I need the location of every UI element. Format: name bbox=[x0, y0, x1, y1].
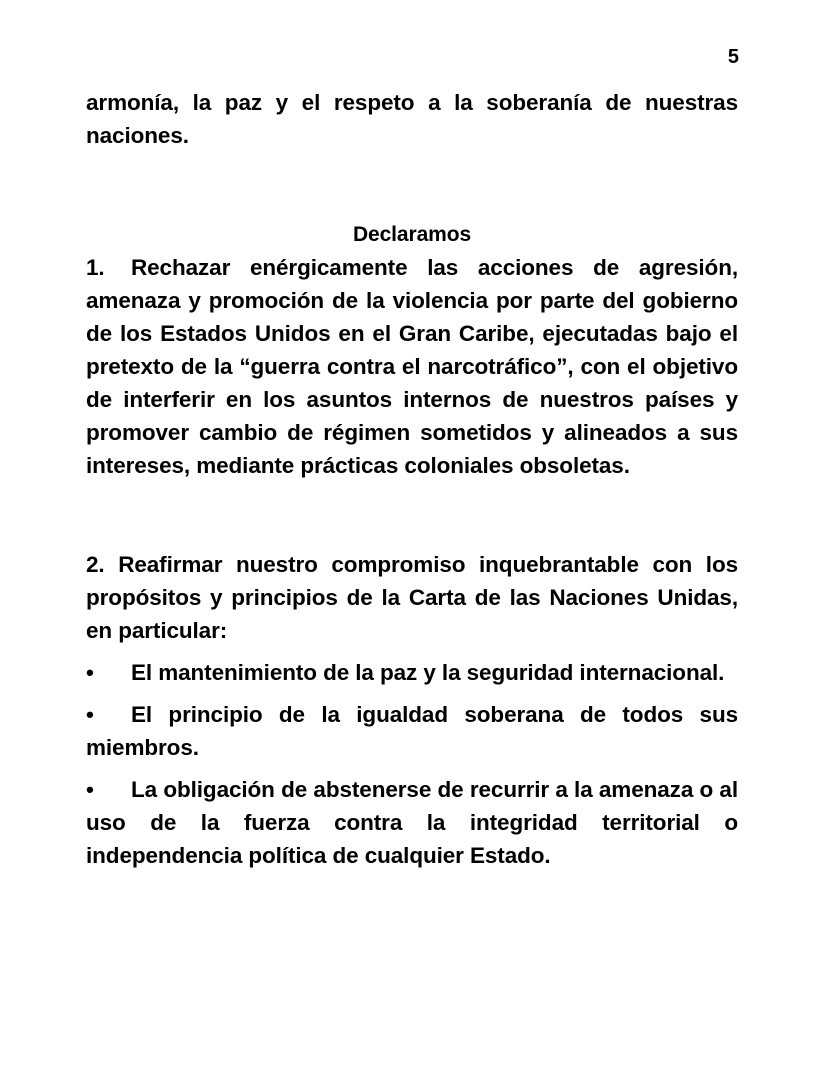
numbered-item-1-marker: 1. bbox=[86, 255, 105, 280]
bullet-item-2 bbox=[86, 698, 738, 764]
numbered-item-2 bbox=[86, 548, 738, 647]
spacer-bullets-2-3 bbox=[86, 764, 738, 773]
spacer-between-items bbox=[86, 482, 738, 548]
numbered-item-2-spacer bbox=[105, 552, 119, 577]
bullet-item-2-text: El principio de la igualdad soberana de todos sus miembros. bbox=[86, 702, 738, 760]
bullet-icon: • bbox=[86, 660, 94, 685]
numbered-item-1 bbox=[86, 251, 738, 482]
spacer-before-heading bbox=[86, 152, 738, 218]
spacer-bullets-1-2 bbox=[86, 689, 738, 698]
bullet-item-3-text: La obligación de abstenerse de recurrir a la amenaza o al uso de la fuerza contra la integridad territorial o independencia política de cualquier Estado. bbox=[86, 777, 738, 868]
bullet-icon: • bbox=[86, 702, 94, 727]
bullet-item-1-text: El mantenimiento de la paz y la seguridad internacional. bbox=[131, 660, 725, 685]
numbered-item-1-text: Rechazar enérgicamente las acciones de agresión, amenaza y promoción de la violencia por parte del gobierno de los Estados Unidos en el Gran Caribe, ejecutadas bajo el pretexto de la “guerra contra el narcotráfico”, con el objetivo de interferir en los asuntos internos de nuestros países y promover cambio de régimen sometidos y alineados a sus intereses, mediante prácticas coloniales obsoletas. bbox=[86, 255, 738, 478]
bullet-item-1 bbox=[86, 656, 738, 689]
page-number: 5 bbox=[727, 46, 739, 68]
bullet-item-3 bbox=[86, 773, 738, 872]
document-body bbox=[86, 86, 738, 872]
continuation-paragraph: armonía, la paz y el respeto a la soberanía de nuestras naciones. bbox=[86, 90, 738, 148]
spacer-before-bullets bbox=[86, 647, 738, 656]
declaration-heading: Declaramos bbox=[352, 223, 472, 246]
bullet-icon: • bbox=[86, 777, 94, 802]
numbered-item-2-marker: 2. bbox=[86, 552, 105, 577]
numbered-item-2-text: Reafirmar nuestro compromiso inquebrantable con los propósitos y principios de la Carta de las Naciones Unidas, en particular: bbox=[86, 552, 739, 643]
